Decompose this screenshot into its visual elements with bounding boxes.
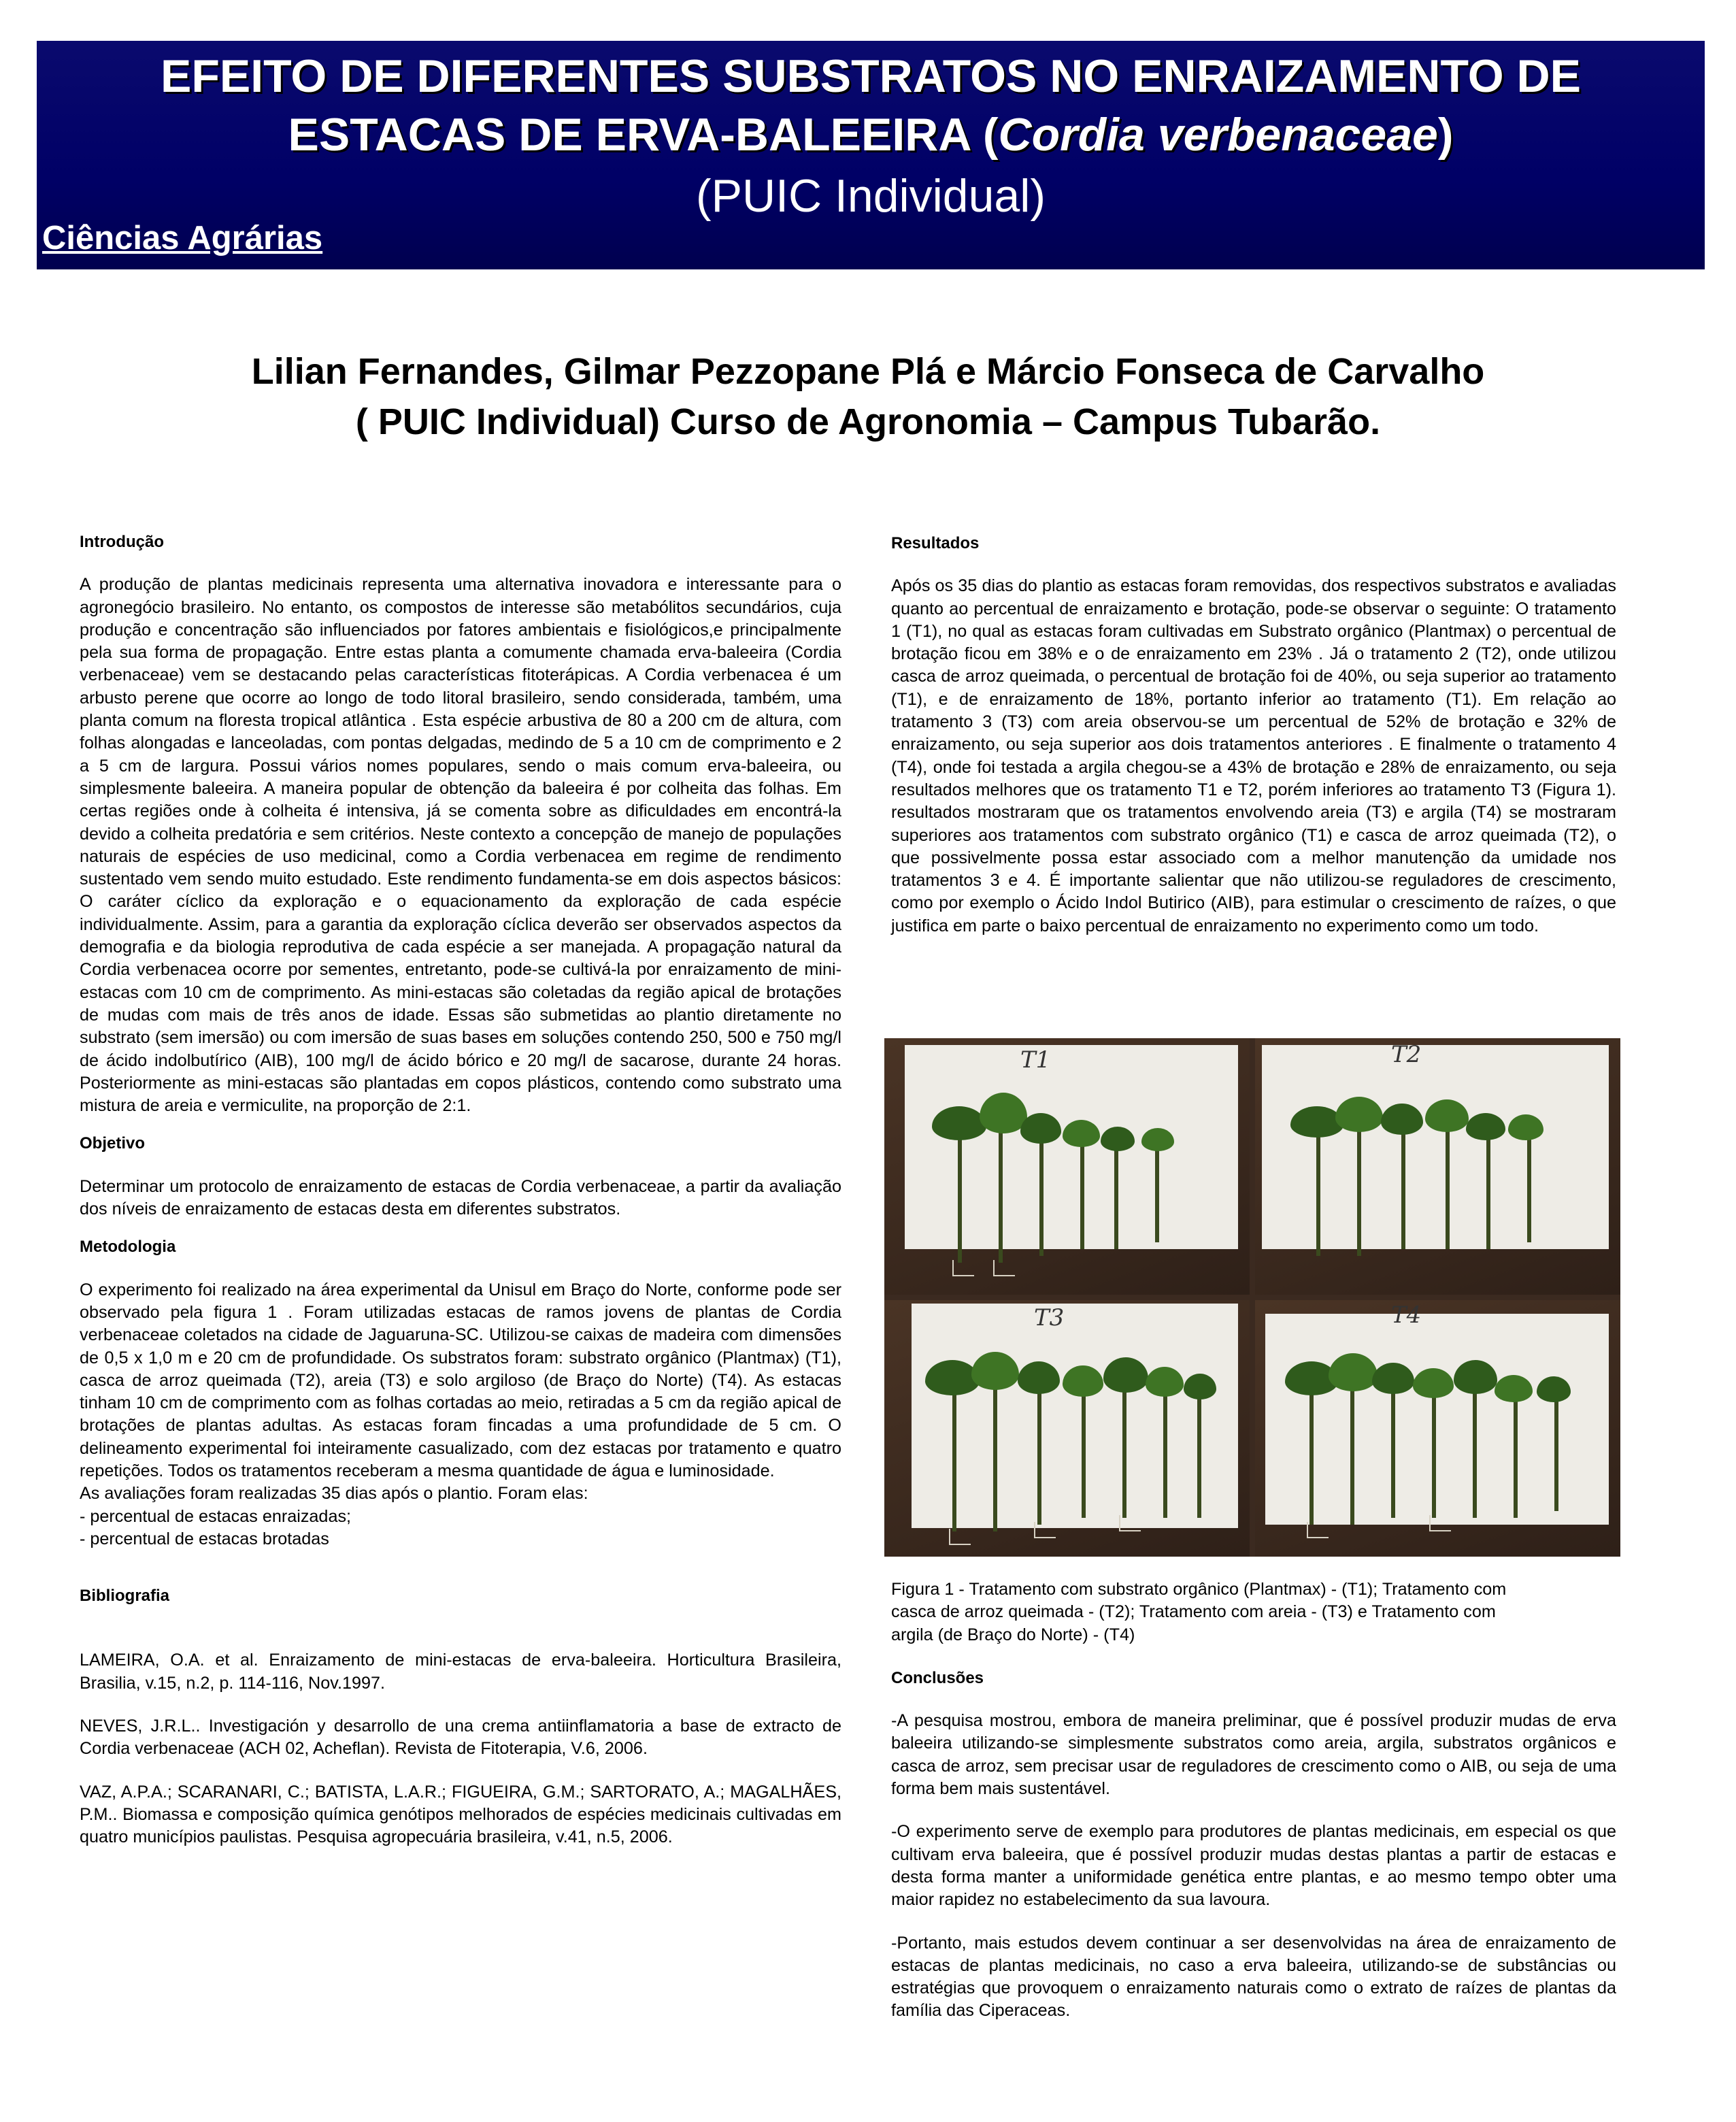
title-line-2 [37,105,1705,165]
figure-caption-line-3: argila (de Braço do Norte) - (T4) [891,1625,1135,1644]
panel-label-t2: T2 [1391,1041,1422,1068]
method-item-2: - percentual de estacas brotadas [80,1529,329,1548]
subtitle: (PUIC Individual) [696,170,1046,222]
objective-text: Determinar um protocolo de enraizamento de estacas de Cordia verbenaceae, a partir da avaliação dos níveis de enraizamento de estacas desta em diferentes substratos. [80,1176,841,1219]
title-line-2-prefix: ESTACAS DE ERVA-BALEEIRA ( [288,109,999,161]
right-column-bottom [891,1578,1616,2023]
method-evals: As avaliações foram realizadas 35 dias após o plantio. Foram elas: [80,1484,588,1504]
panel-label-t4: T4 [1391,1302,1422,1329]
objective-heading: Objetivo [80,1134,146,1153]
method-heading: Metodologia [80,1238,176,1257]
conclusion-1: -A pesquisa mostrou, embora de maneira preliminar, que é possível produzir mudas de erva baleeira utilizando-se simplesmente substratos como areia, argila, substratos orgânicos e casca de arroz, sem precisar usar de reguladores de crescimento como o AIB, ou seja de uma forma bem mais sustentável. [891,1711,1616,1799]
photo-panel-t1 [884,1038,1250,1295]
authors-line-1: Lilian Fernandes, Gilmar Pezzopane Plá e Márcio Fonseca de Carvalho [251,351,1485,392]
photo-panel-t3 [884,1300,1250,1557]
reference-2: NEVES, J.R.L.. Investigación y desarrollo de una crema antiinflamatoria a base de extracto de Cordia verbenaceae (ACH 02, Acheflan). Revista de Fitoterapia, V.6, 2006. [80,1717,841,1759]
title-banner [37,41,1705,269]
method-item-1: - percentual de estacas enraizadas; [80,1506,352,1526]
right-column-top [891,532,1616,938]
research-area: Ciências Agrárias [42,220,323,256]
reference-1: LAMEIRA, O.A. et al. Enraizamento de mini-estacas de erva-baleeira. Horticultura Brasileira, Brasilia, v.15, n.2, p. 114-116, Nov.1997. [80,1651,841,1693]
conclusion-3: -Portanto, mais estudos devem continuar a ser desenvolvidas na área de enraizamento de estacas de plantas medicinais, no caso a erva baleeira, utilizando-se de substâncias ou estratégias que provoquem o enraizamento naturais como o extrato de raízes de plantas da família das Ciperaceas. [891,1933,1616,2021]
photo-panel-t2 [1255,1038,1620,1295]
panel-label-t1: T1 [1020,1046,1051,1074]
results-heading: Resultados [891,534,980,552]
panel-label-t3: T3 [1034,1304,1065,1331]
figure-1-photo [884,1038,1620,1557]
results-text: Após os 35 dias do plantio as estacas foram removidas, dos respectivos substratos e avaliadas quanto ao percentual de enraizamento e brotação, pode-se observar o seguinte: O tratamento 1 (T1), no qual as estacas foram cultivadas em Substrato orgânico (Plantmax) o percentual de brotação ficou em 38% e o de enraizamento em 23% . Já o tratamento 2 (T2), onde utilizou casca de arroz queimada, o percentual de brotação foi de 40%, ou seja superior ao tratamento (T1), e de enraizamento de 18%, portanto inferior ao tratamento (T1). Em relação ao tratamento 3 (T3) com areia observou-se um percentual de 52% de brotação e 32% de enraizamento, ou seja superior aos dois tratamentos anteriores . E finalmente o tratamento 4 (T4), onde foi testada a argila chegou-se a 43% de brotação e 28% de enraizamento, ou seja resultados melhores que os tratamento T1 e T2, porém inferiores ao tratamento T3 (Figura 1). resultados mostraram que os tratamentos envolvendo areia (T3) e argila (T4) se mostraram superiores aos tratamentos com substrato orgânico (T1) e casca de arroz queimada (T2), o que possivelmente possa estar associado com a melhor manutenção da umidade nos tratamentos 3 e 4. É importante salientar que não utilizou-se reguladores de crescimento, como por exemplo o Ácido Indol Butirico (AIB), para estimular o crescimento de raízes, o que justifica em parte o baixo percentual de enraizamento no experimento como um todo. [891,576,1616,935]
species-name: Cordia verbenaceae [998,109,1438,161]
conclusion-2: -O experimento serve de exemplo para produtores de plantas medicinais, em especial os que cultivam erva baleeira, que é possível produzir mudas destas plantas a partir de estacas e desta forma manter a uniformidade genética entre plantas, e ao mesmo tempo obter uma maior rapidez no estabelecimento da sua lavoura. [891,1822,1616,1910]
reference-3: VAZ, A.P.A.; SCARANARI, C.; BATISTA, L.A.R.; FIGUEIRA, G.M.; SARTORATO, A.; MAGALHÃES, P.M.. Biomassa e composição química genótipos melhorados de espécies medicinais cultivadas em quatro municípios paulistas. Pesquisa agropecuária brasileira, v.41, n.5, 2006. [80,1782,841,1847]
title-line-2-suffix: ) [1437,109,1454,161]
intro-text: A produção de plantas medicinais representa uma alternativa inovadora e interessante para o agronegócio brasileiro. No entanto, os compostos de interesse são metabólitos secundários, cuja produção e concentração são influenciados por fatores ambientais e fisiológicos,e principalmente pela sua forma de propagação. Entre estas planta a comumente chamada erva-baleeira (Cordia verbenaceae) vem se destacando pelas características fitoterápicas. A Cordia verbenacea é um arbusto perene que ocorre ao longo de todo litoral brasileiro, sendo considerada, também, uma planta comum na floresta tropical atlântica . Esta espécie arbustiva de 80 a 200 cm de altura, com folhas alongadas e lanceoladas, com pontas delgadas, medindo de 5 a 10 cm de comprimento e 2 a 5 cm de largura. Possui vários nomes populares, sendo o mais comum erva-baleeira, ou simplesmente baleeira. A maneira popular de obtenção da baleeira é por colheita das folhas. Em certas regiões onde à colheita é intensiva, já se comenta sobre as dificuldades em encontrá-la devido a colheita predatória e sem critérios. Neste contexto a concepção de manejo de populações naturais de espécies de uso medicinal, como a Cordia verbenacea em regime de rendimento sustentado vem sendo muito estudado. Este rendimento fundamenta-se em dois aspectos básicos: O caráter cíclico da exploração e o equacionamento da exploração de cada espécie individualmente. Assim, para a garantia da exploração cíclica deverão ser observados aspectos da demografia e da biologia reprodutiva de cada espécie a ser manejada. A propagação natural da Cordia verbenacea ocorre por sementes, entretanto, pode-se cultivá-la por enraizamento de mini-estacas com 10 cm de comprimento. As mini-estacas são coletadas da região apical de brotações de mudas com mais de três anos de idade. Essas são submetidas ao plantio diretamente no substrato (sem imersão) ou com imersão de suas bases em soluções contendo 250, 500 e 750 mg/l de ácido indolbutírico (AIB), 100 mg/l de ácido bórico e 20 mg/l de sacarose, durante 24 horas. Posteriormente as mini-estacas são plantadas em copos plásticos, contendo como substrato uma mistura de areia e vermiculite, na proporção de 2:1. [80,575,841,1116]
bibliography-heading: Bibliografia [80,1587,170,1606]
authors-line-2: ( PUIC Individual) Curso de Agronomia – Campus Tubarão. [355,401,1381,442]
figure-caption-line-1: Figura 1 - Tratamento com substrato orgânico (Plantmax) - (T1); Tratamento com [891,1580,1507,1599]
title-line-1: EFEITO DE DIFERENTES SUBSTRATOS NO ENRAIZAMENTO DE [160,50,1582,102]
figure-caption-line-2: casca de arroz queimada - (T2); Tratamento com areia - (T3) e Tratamento com [891,1602,1496,1622]
left-column [80,531,841,1849]
photo-panel-t4 [1255,1300,1620,1557]
conclusions-heading: Conclusões [891,1668,984,1687]
method-text: O experimento foi realizado na área experimental da Unisul em Braço do Norte, conforme pode ser observado pela figura 1 . Foram utilizadas estacas de ramos jovens de plantas de Cordia verbenaceae coletados na cidade de Jaguaruna-SC. Utilizou-se caixas de madeira com dimensões de 0,5 x 1,0 m e 20 cm de profundidade. Os substratos foram: substrato orgânico (Plantmax) (T1), casca de arroz queimada (T2), areia (T3) e solo argiloso (de Braço do Norte) (T4). As estacas tinham 10 cm de comprimento com as folhas cortadas ao meio, retiradas a 5 cm da região apical de brotações de plantas adultas. As estacas foram fincadas a uma profundidade de 5 cm. O delineamento experimental foi inteiramente casualizado, com dez estacas por tratamento e quatro repetições. Todos os tratamentos receberam a mesma quantidade de água e luminosidade. [80,1280,841,1480]
intro-heading: Introdução [80,533,164,551]
